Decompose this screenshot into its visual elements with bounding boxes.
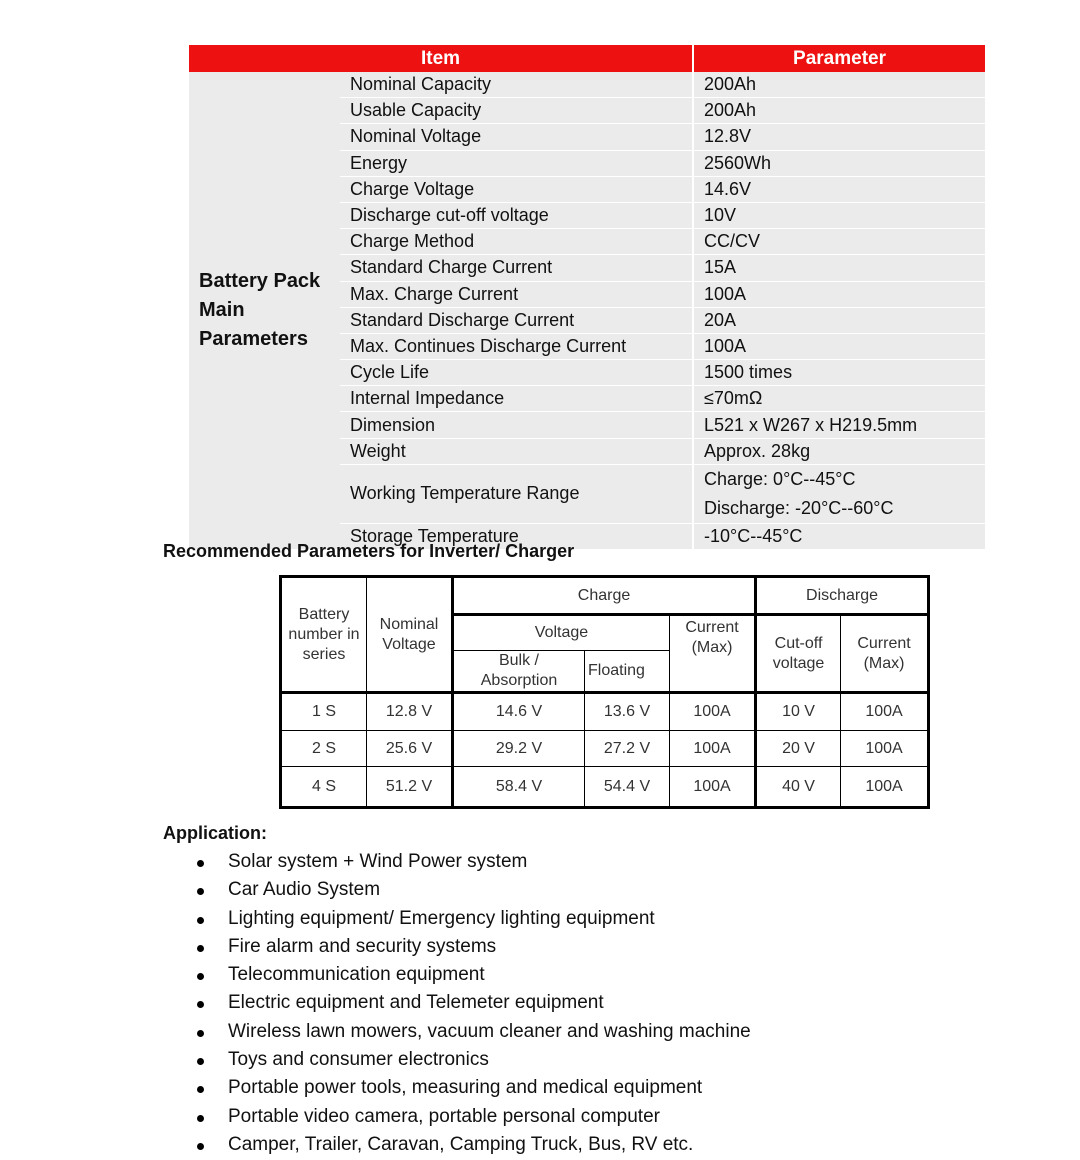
application-item <box>190 1074 751 1102</box>
application-text: Solar system + Wind Power system <box>228 851 528 872</box>
application-item <box>190 905 751 933</box>
bullet-icon <box>197 1143 204 1150</box>
spec-item: Working Temperature Range <box>340 464 693 523</box>
spec-item: Standard Charge Current <box>340 255 693 281</box>
application-item <box>190 1131 751 1159</box>
spec-item: Charge Voltage <box>340 176 693 202</box>
working-temp-charge: Charge: 0°C--45°C <box>704 468 856 489</box>
spec-value: 10V <box>693 202 985 228</box>
spec-item: Discharge cut-off voltage <box>340 202 693 228</box>
working-temp-discharge: Discharge: -20°C--60°C <box>704 497 894 518</box>
spec-value: 2560Wh <box>693 150 985 176</box>
spec-item: Weight <box>340 438 693 464</box>
inverter-cell-floating: 27.2 V <box>585 731 670 767</box>
bullet-icon <box>197 1115 204 1122</box>
header-battery-number: Battery number in series <box>281 577 367 693</box>
spec-value: 15A <box>693 255 985 281</box>
spec-item: Nominal Capacity <box>340 72 693 98</box>
application-text: Lighting equipment/ Emergency lighting equipment <box>228 907 655 929</box>
inverter-cell-nominal: 51.2 V <box>367 767 453 808</box>
spec-item: Internal Impedance <box>340 386 693 412</box>
application-list <box>190 848 751 1159</box>
inverter-cell-cutoff: 40 V <box>756 767 841 808</box>
spec-value <box>693 464 985 523</box>
inverter-cell-floating: 54.4 V <box>585 767 670 808</box>
spec-item: Max. Continues Discharge Current <box>340 333 693 359</box>
bullet-icon <box>197 888 204 895</box>
application-text: Telecommunication equipment <box>228 964 485 986</box>
header-voltage: Voltage <box>453 615 670 651</box>
spec-value: L521 x W267 x H219.5mm <box>693 412 985 438</box>
bullet-icon <box>197 917 204 924</box>
bullet-icon <box>197 1030 204 1037</box>
inverter-cell-charge-current: 100A <box>670 693 756 731</box>
inverter-cell-discharge-current: 100A <box>841 767 929 808</box>
bullet-icon <box>197 1058 204 1065</box>
header-parameter: Parameter <box>693 45 985 72</box>
bullet-icon <box>197 1001 204 1008</box>
application-item <box>190 989 751 1017</box>
application-text: Electric equipment and Telemeter equipment <box>228 992 604 1014</box>
spec-value: CC/CV <box>693 229 985 255</box>
inverter-cell-bulk: 58.4 V <box>453 767 585 808</box>
bullet-icon <box>197 1086 204 1093</box>
application-item <box>190 1103 751 1131</box>
header-floating: Floating <box>585 651 670 693</box>
spec-value: Approx. 28kg <box>693 438 985 464</box>
application-item <box>190 876 751 904</box>
spec-value: 100A <box>693 281 985 307</box>
application-item <box>190 961 751 989</box>
inverter-cell-series: 4 S <box>281 767 367 808</box>
inverter-cell-charge-current: 100A <box>670 767 756 808</box>
inverter-row <box>281 731 929 767</box>
inverter-row <box>281 693 929 731</box>
spec-item: Max. Charge Current <box>340 281 693 307</box>
application-text: Portable power tools, measuring and medical equipment <box>228 1077 703 1099</box>
spec-item: Standard Discharge Current <box>340 307 693 333</box>
application-item <box>190 1046 751 1074</box>
header-item: Item <box>189 45 693 72</box>
inverter-cell-series: 1 S <box>281 693 367 731</box>
spec-item: Storage Temperature <box>340 523 693 549</box>
spec-value: 12.8V <box>693 124 985 150</box>
inverter-cell-series: 2 S <box>281 731 367 767</box>
battery-parameter-table <box>189 45 985 549</box>
inverter-cell-discharge-current: 100A <box>841 731 929 767</box>
inverter-cell-charge-current: 100A <box>670 731 756 767</box>
spec-value: 100A <box>693 333 985 359</box>
header-discharge-current: Current (Max) <box>841 615 929 693</box>
bullet-icon <box>197 945 204 952</box>
inverter-cell-bulk: 29.2 V <box>453 731 585 767</box>
application-text: Wireless lawn mowers, vacuum cleaner and washing machine <box>228 1020 751 1042</box>
spec-value: 1500 times <box>693 360 985 386</box>
inverter-cell-nominal: 25.6 V <box>367 731 453 767</box>
spec-item: Dimension <box>340 412 693 438</box>
bullet-icon <box>197 973 204 980</box>
spec-value: -10°C--45°C <box>693 523 985 549</box>
inverter-section-title: Recommended Parameters for Inverter/ Charger <box>163 541 575 561</box>
application-text: Toys and consumer electronics <box>228 1049 489 1071</box>
inverter-cell-cutoff: 10 V <box>756 693 841 731</box>
inverter-cell-bulk: 14.6 V <box>453 693 585 731</box>
spec-value: 14.6V <box>693 176 985 202</box>
inverter-cell-discharge-current: 100A <box>841 693 929 731</box>
inverter-row <box>281 767 929 808</box>
spec-item: Charge Method <box>340 229 693 255</box>
header-charge: Charge <box>453 577 756 615</box>
header-bulk-absorption: Bulk / Absorption <box>453 651 585 693</box>
inverter-cell-floating: 13.6 V <box>585 693 670 731</box>
spec-value: 20A <box>693 307 985 333</box>
spec-value: 200Ah <box>693 98 985 124</box>
spec-item: Energy <box>340 150 693 176</box>
spec-item: Usable Capacity <box>340 98 693 124</box>
header-nominal-voltage: Nominal Voltage <box>367 577 453 693</box>
group-label: Battery Pack Main Parameters <box>189 72 340 549</box>
header-cutoff-voltage: Cut-off voltage <box>756 615 841 693</box>
bullet-icon <box>197 860 204 867</box>
header-charge-current: Current (Max) <box>670 615 756 693</box>
header-discharge: Discharge <box>756 577 929 615</box>
spec-value: ≤70mΩ <box>693 386 985 412</box>
spec-value: 200Ah <box>693 72 985 98</box>
application-item <box>190 848 751 876</box>
application-text: Car Audio System <box>228 879 381 901</box>
inverter-cell-cutoff: 20 V <box>756 731 841 767</box>
application-title: Application: <box>163 823 267 843</box>
application-text: Camper, Trailer, Caravan, Camping Truck, Bus, RV etc. <box>228 1133 694 1155</box>
application-text: Fire alarm and security systems <box>228 935 497 957</box>
application-item <box>190 1018 751 1046</box>
application-text: Portable video camera, portable personal computer <box>228 1105 660 1127</box>
spec-table-header <box>189 45 985 72</box>
inverter-cell-nominal: 12.8 V <box>367 693 453 731</box>
spec-item: Nominal Voltage <box>340 124 693 150</box>
spec-row <box>189 72 985 98</box>
application-item <box>190 933 751 961</box>
inverter-parameter-table <box>279 575 930 809</box>
spec-item: Cycle Life <box>340 360 693 386</box>
